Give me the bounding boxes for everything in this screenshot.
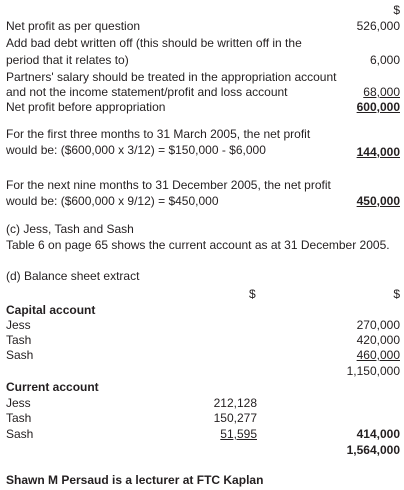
partner-name: Jess [6, 318, 31, 332]
section-c-text: Table 6 on page 65 shows the current account as at 31 December 2005. [6, 238, 390, 252]
capital-total: 1,150,000 [346, 364, 400, 378]
partner-name: Sash [6, 427, 34, 441]
adjustment-label: Add bad debt written off (this should be written off in the [6, 36, 302, 50]
capital-amount: 420,000 [356, 333, 400, 347]
column-header: $ [249, 287, 256, 301]
current-account-title: Current account [6, 380, 99, 394]
first-period-line: would be: ($600,000 x 3/12) = $150,000 - $6,000 [6, 143, 266, 157]
second-period-line: would be: ($600,000 x 9/12) = $450,000 [6, 194, 219, 208]
currency-header: $ [393, 3, 400, 17]
column-header: $ [393, 287, 400, 301]
net-profit-amount: 600,000 [356, 100, 400, 114]
current-amount: 212,128 [213, 396, 257, 410]
partner-name: Jess [6, 396, 31, 410]
capital-amount: 460,000 [356, 348, 400, 362]
partner-name: Tash [6, 333, 32, 347]
capital-account-title: Capital account [6, 303, 96, 317]
first-period-amount: 144,000 [356, 145, 400, 159]
current-subtotal: 414,000 [356, 427, 400, 441]
adjustment-label: Net profit as per question [6, 19, 141, 33]
balance-total: 1,564,000 [346, 443, 400, 457]
partner-name: Tash [6, 411, 32, 425]
adjustment-label: and not the income statement/profit and loss account [6, 85, 288, 99]
author-note: Shawn M Persaud is a lecturer at FTC Kaplan [6, 473, 264, 487]
adjustment-amount: 68,000 [363, 85, 400, 99]
current-amount: 150,277 [213, 411, 257, 425]
adjustment-label: Partners' salary should be treated in the appropriation account [6, 70, 337, 84]
adjustment-amount: 526,000 [356, 19, 400, 33]
adjustment-amount: 6,000 [369, 53, 400, 67]
current-amount: 51,595 [220, 427, 257, 441]
section-c-heading: (c) Jess, Tash and Sash [6, 222, 134, 236]
section-d-heading: (d) Balance sheet extract [6, 269, 140, 283]
adjustment-label: period that it relates to) [6, 53, 129, 67]
first-period-line: For the first three months to 31 March 2005, the net profit [6, 127, 311, 141]
second-period-line: For the next nine months to 31 December 2005, the net profit [6, 178, 331, 192]
partner-name: Sash [6, 348, 34, 362]
capital-amount: 270,000 [356, 318, 400, 332]
net-profit-label: Net profit before appropriation [6, 100, 166, 114]
second-period-amount: 450,000 [356, 194, 400, 208]
